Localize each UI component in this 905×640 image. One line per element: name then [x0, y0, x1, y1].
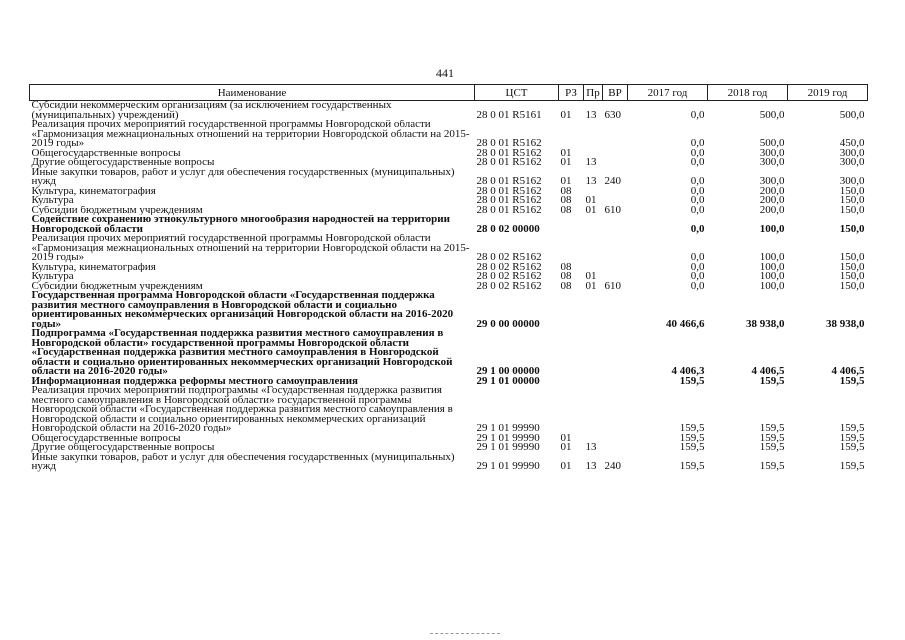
row-vr — [603, 263, 628, 273]
row-value-2019: 300,0 — [839, 148, 865, 158]
row-rz — [559, 377, 584, 387]
row-value-2019: 150,0 — [839, 196, 865, 206]
row-value-2017: 0,0 — [690, 281, 705, 291]
row-name: Субсидии некоммерческим организациям (за исключением государственных (муниципальных) учреждений) — [31, 100, 392, 120]
row-cst: 29 0 00 00000 — [476, 317, 540, 329]
row-value-2018: 159,5 — [759, 376, 785, 386]
row-value-2018: 300,0 — [759, 175, 785, 187]
table-row — [30, 329, 868, 377]
table-row — [30, 443, 868, 453]
row-cst: 29 1 01 99990 — [476, 422, 540, 434]
row-rz — [559, 386, 584, 434]
row-cst: 29 1 01 00000 — [476, 376, 540, 386]
row-pr — [584, 263, 603, 273]
header-rz: РЗ — [559, 85, 584, 101]
row-vr — [603, 377, 628, 387]
row-pr: 13 — [585, 108, 597, 120]
row-pr: 01 — [585, 196, 597, 206]
row-rz: 08 — [560, 272, 572, 282]
row-cst: 28 0 01 R5162 — [476, 175, 542, 187]
row-value-2018: 159,5 — [759, 433, 785, 443]
row-rz: 08 — [560, 186, 572, 196]
row-value-2017: 159,5 — [679, 443, 705, 453]
row-name: Субсидии бюджетным учреждениям — [31, 281, 203, 291]
row-value-2019: 4 406,5 — [831, 365, 865, 377]
row-value-2019: 150,0 — [839, 186, 865, 196]
row-name: Культура, кинематография — [31, 186, 156, 196]
row-value-2019: 150,0 — [839, 205, 865, 215]
row-value-2019: 450,0 — [839, 137, 865, 149]
row-value-2019: 300,0 — [839, 175, 865, 187]
header-2017: 2017 год — [628, 85, 708, 101]
row-cst: 28 0 02 R5162 — [476, 262, 542, 272]
row-name: Культура — [31, 196, 74, 206]
row-name: Государственная программа Новгородской области «Государственная поддержка развития местного самоуправления в Новгородской области и социально ориентированных некоммерческих организаций Новгородской области на 2016-2020 годы» — [31, 291, 454, 329]
row-value-2019: 159,5 — [839, 443, 865, 453]
row-value-2018: 500,0 — [759, 137, 785, 149]
row-pr — [584, 434, 603, 444]
table-row — [30, 282, 868, 292]
row-cst: 28 0 01 R5162 — [476, 205, 542, 215]
row-name: Культура — [31, 272, 74, 282]
row-value-2018: 300,0 — [759, 148, 785, 158]
row-value-2019: 159,5 — [839, 433, 865, 443]
row-rz: 01 — [560, 148, 572, 158]
row-vr — [603, 196, 628, 206]
row-value-2019: 300,0 — [839, 158, 865, 168]
row-cst: 28 0 02 00000 — [476, 222, 540, 234]
row-name: Общегосударственные вопросы — [31, 433, 181, 443]
row-rz: 01 — [560, 433, 572, 443]
header-2019: 2019 год — [788, 85, 868, 101]
table-header-row — [30, 85, 868, 101]
row-value-2018: 100,0 — [759, 251, 785, 263]
row-value-2018: 4 406,5 — [751, 365, 785, 377]
row-vr — [603, 215, 628, 234]
row-pr — [584, 234, 603, 263]
row-pr: 13 — [585, 175, 597, 187]
row-cst: 29 1 00 00000 — [476, 365, 540, 377]
table-row — [30, 168, 868, 187]
budget-table — [29, 84, 868, 472]
row-value-2019: 150,0 — [839, 281, 865, 291]
row-vr — [603, 187, 628, 197]
table-row — [30, 453, 868, 472]
row-value-2019: 159,5 — [839, 460, 865, 472]
row-rz — [559, 234, 584, 263]
row-value-2018: 100,0 — [759, 262, 785, 272]
row-rz — [559, 120, 584, 149]
row-value-2018: 38 938,0 — [746, 317, 785, 329]
row-value-2017: 159,5 — [679, 422, 705, 434]
table-row — [30, 101, 868, 121]
table-row — [30, 434, 868, 444]
row-rz: 01 — [560, 460, 572, 472]
row-name: Информационная поддержка реформы местного самоуправления — [31, 376, 358, 386]
header-cst: ЦСТ — [475, 85, 559, 101]
row-pr: 01 — [585, 281, 597, 291]
row-vr: 240 — [604, 175, 621, 187]
header-pr: Пр — [584, 85, 603, 101]
table-row — [30, 272, 868, 282]
row-pr — [584, 329, 603, 377]
row-value-2017: 4 406,3 — [671, 365, 705, 377]
row-rz: 01 — [560, 443, 572, 453]
row-value-2018: 100,0 — [759, 272, 785, 282]
row-value-2017: 0,0 — [690, 175, 705, 187]
row-rz — [559, 329, 584, 377]
row-rz — [559, 291, 584, 329]
row-name: Субсидии бюджетным учреждениям — [31, 205, 203, 215]
row-value-2017: 0,0 — [690, 262, 705, 272]
row-pr: 01 — [585, 205, 597, 215]
row-vr: 610 — [604, 205, 621, 215]
table-row — [30, 377, 868, 387]
row-cst: 28 0 01 R5162 — [476, 196, 542, 206]
row-pr: 13 — [585, 158, 597, 168]
row-value-2017: 0,0 — [690, 272, 705, 282]
table-row — [30, 291, 868, 329]
row-value-2017: 159,5 — [679, 460, 705, 472]
row-pr — [584, 215, 603, 234]
row-vr — [603, 443, 628, 453]
row-value-2017: 159,5 — [679, 433, 705, 443]
table-row — [30, 386, 868, 434]
row-name: Общегосударственные вопросы — [31, 148, 181, 158]
row-cst: 28 0 02 R5162 — [476, 251, 542, 263]
row-rz: 01 — [560, 175, 572, 187]
row-rz: 08 — [560, 281, 572, 291]
row-pr — [584, 187, 603, 197]
row-value-2017: 0,0 — [690, 137, 705, 149]
row-cst: 28 0 01 R5161 — [476, 108, 542, 120]
row-value-2018: 159,5 — [759, 422, 785, 434]
row-rz: 01 — [560, 108, 572, 120]
page-footer-mark — [430, 633, 500, 636]
table-row — [30, 196, 868, 206]
row-vr: 240 — [604, 460, 621, 472]
row-value-2017: 0,0 — [690, 251, 705, 263]
row-name: Реализация прочих мероприятий подпрограммы «Государственная поддержка развития местного самоуправления в Новгородской области» государственной программы Новгородской области «Государственная поддержка развития местного самоуправления в Новгородской области и социально ориентированных некоммерческих организаций Новгородской области на 2016-2020 годы» — [31, 386, 453, 434]
row-cst: 28 0 01 R5162 — [476, 137, 542, 149]
row-value-2017: 0,0 — [690, 186, 705, 196]
header-2018: 2018 год — [708, 85, 788, 101]
header-name: Наименование — [30, 85, 475, 101]
row-value-2018: 159,5 — [759, 443, 785, 453]
row-name: Реализация прочих мероприятий государственной программы Новгородской области «Гармонизация межнациональных отношений на территории Новгородской области на 2015-2019 годы» — [31, 120, 470, 149]
row-value-2018: 100,0 — [759, 281, 785, 291]
row-pr — [584, 149, 603, 159]
row-vr — [603, 120, 628, 149]
row-pr: 13 — [585, 443, 597, 453]
row-value-2018: 200,0 — [759, 196, 785, 206]
row-pr — [584, 120, 603, 149]
row-value-2019: 150,0 — [839, 272, 865, 282]
row-value-2017: 0,0 — [690, 196, 705, 206]
row-cst: 28 0 01 R5162 — [476, 158, 542, 168]
row-value-2017: 0,0 — [690, 158, 705, 168]
row-vr — [603, 386, 628, 434]
row-cst: 28 0 02 R5162 — [476, 281, 542, 291]
header-vr: ВР — [603, 85, 628, 101]
table-row — [30, 120, 868, 149]
row-value-2019: 500,0 — [839, 108, 865, 120]
table-row — [30, 158, 868, 168]
row-value-2019: 38 938,0 — [826, 317, 865, 329]
row-name: Содействие сохранению этнокультурного многообразия народностей на территории Новгородской области — [31, 215, 450, 234]
row-name: Другие общегосударственные вопросы — [31, 158, 215, 168]
row-cst: 29 1 01 99990 — [476, 443, 540, 453]
row-value-2018: 300,0 — [759, 158, 785, 168]
row-value-2017: 40 466,6 — [666, 317, 705, 329]
row-value-2017: 0,0 — [690, 108, 705, 120]
row-value-2019: 159,5 — [839, 422, 865, 434]
row-vr — [603, 234, 628, 263]
table-row — [30, 206, 868, 216]
row-value-2017: 0,0 — [690, 205, 705, 215]
row-value-2019: 159,5 — [839, 376, 865, 386]
table-row — [30, 263, 868, 273]
row-rz: 08 — [560, 205, 572, 215]
row-vr — [603, 434, 628, 444]
row-vr — [603, 329, 628, 377]
row-cst: 29 1 01 99990 — [476, 433, 540, 443]
row-cst: 28 0 01 R5162 — [476, 148, 542, 158]
row-rz — [559, 215, 584, 234]
row-name: Реализация прочих мероприятий государственной программы Новгородской области «Гармонизация межнациональных отношений на территории Новгородской области на 2015-2019 годы» — [31, 234, 470, 263]
row-pr — [584, 291, 603, 329]
row-value-2017: 0,0 — [690, 222, 705, 234]
row-cst: 28 0 02 R5162 — [476, 272, 542, 282]
row-rz: 08 — [560, 196, 572, 206]
row-name: Подпрограмма «Государственная поддержка развития местного самоуправления в Новгородской области» государственной программы Новгородской области «Государственная поддержка развития местного самоуправления в Новгородской области и социально ориентированных некоммерческих организаций Новгородской области на 2016-2020 годы» — [31, 329, 453, 377]
row-value-2018: 200,0 — [759, 186, 785, 196]
row-cst: 28 0 01 R5162 — [476, 186, 542, 196]
row-name: Культура, кинематография — [31, 262, 156, 272]
row-vr — [603, 149, 628, 159]
row-pr — [584, 386, 603, 434]
row-value-2019: 150,0 — [839, 222, 865, 234]
row-value-2019: 150,0 — [839, 251, 865, 263]
row-name: Другие общегосударственные вопросы — [31, 443, 215, 453]
row-cst: 29 1 01 99990 — [476, 460, 540, 472]
row-pr — [584, 377, 603, 387]
row-vr — [603, 272, 628, 282]
table-body — [30, 101, 868, 472]
row-name: Иные закупки товаров, работ и услуг для обеспечения государственных (муниципальных) нужд — [31, 167, 455, 187]
row-pr: 01 — [585, 272, 597, 282]
table-row — [30, 215, 868, 234]
table-row — [30, 234, 868, 263]
row-value-2018: 200,0 — [759, 205, 785, 215]
row-rz: 08 — [560, 262, 572, 272]
row-value-2019: 150,0 — [839, 262, 865, 272]
row-value-2018: 159,5 — [759, 460, 785, 472]
row-vr: 630 — [604, 108, 621, 120]
row-value-2018: 500,0 — [759, 108, 785, 120]
row-rz: 01 — [560, 158, 572, 168]
page-number: 441 — [436, 66, 454, 80]
row-pr: 13 — [585, 460, 597, 472]
row-name: Иные закупки товаров, работ и услуг для обеспечения государственных (муниципальных) нужд — [31, 452, 455, 472]
row-vr: 610 — [604, 281, 621, 291]
row-vr — [603, 291, 628, 329]
row-value-2018: 100,0 — [759, 222, 785, 234]
row-value-2017: 0,0 — [690, 148, 705, 158]
table-row — [30, 187, 868, 197]
table-row — [30, 149, 868, 159]
row-value-2017: 159,5 — [679, 376, 705, 386]
row-vr — [603, 158, 628, 168]
